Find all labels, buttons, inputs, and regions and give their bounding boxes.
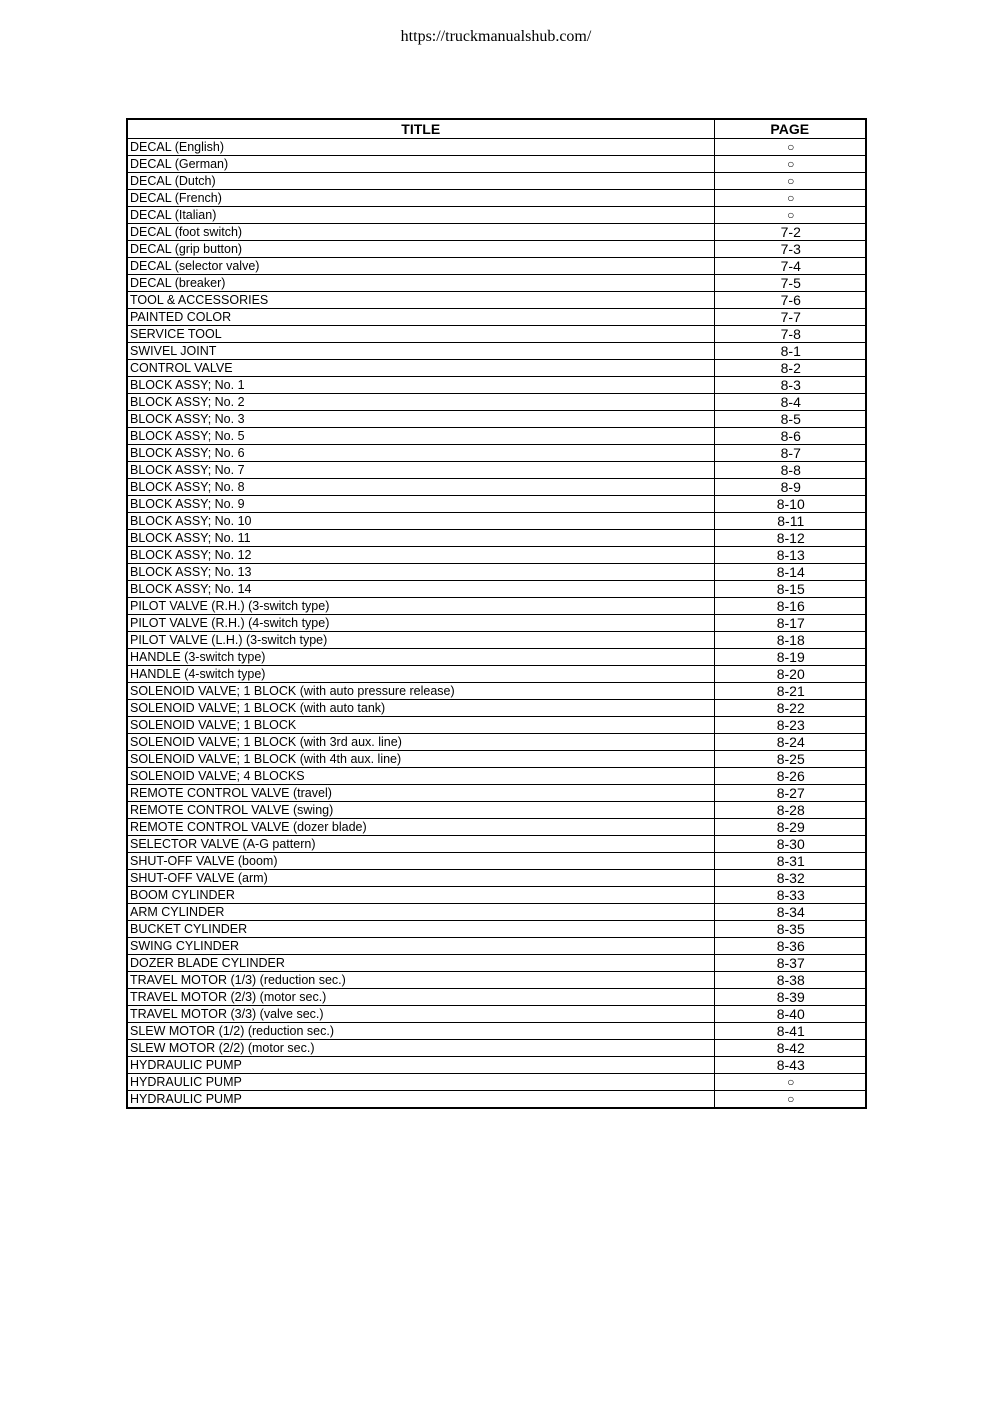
table-row bbox=[127, 1090, 866, 1108]
column-header-page: PAGE bbox=[714, 119, 866, 138]
row-title: TRAVEL MOTOR (2/3) (motor sec.) bbox=[127, 988, 714, 1005]
table-row bbox=[127, 818, 866, 835]
row-title: BLOCK ASSY; No. 8 bbox=[127, 478, 714, 495]
row-title: BLOCK ASSY; No. 1 bbox=[127, 376, 714, 393]
row-title: PILOT VALVE (R.H.) (3-switch type) bbox=[127, 597, 714, 614]
row-title: BLOCK ASSY; No. 6 bbox=[127, 444, 714, 461]
column-header-title: TITLE bbox=[127, 119, 714, 138]
row-title: SLEW MOTOR (1/2) (reduction sec.) bbox=[127, 1022, 714, 1039]
table-row bbox=[127, 155, 866, 172]
row-page: 8-33 bbox=[714, 886, 866, 903]
row-title: BLOCK ASSY; No. 3 bbox=[127, 410, 714, 427]
table-body bbox=[127, 138, 866, 1108]
table-row bbox=[127, 512, 866, 529]
table-row bbox=[127, 359, 866, 376]
row-page: ○ bbox=[714, 155, 866, 172]
row-title: PAINTED COLOR bbox=[127, 308, 714, 325]
row-page: ○ bbox=[714, 138, 866, 155]
row-title: SOLENOID VALVE; 1 BLOCK (with auto tank) bbox=[127, 699, 714, 716]
row-title: DECAL (Italian) bbox=[127, 206, 714, 223]
row-title: DECAL (breaker) bbox=[127, 274, 714, 291]
table-row bbox=[127, 410, 866, 427]
row-page: 8-20 bbox=[714, 665, 866, 682]
table-row bbox=[127, 376, 866, 393]
row-title: REMOTE CONTROL VALVE (swing) bbox=[127, 801, 714, 818]
row-title: DECAL (Dutch) bbox=[127, 172, 714, 189]
header-url: https://truckmanualshub.com/ bbox=[400, 28, 592, 45]
row-page: 8-5 bbox=[714, 410, 866, 427]
row-page: 8-6 bbox=[714, 427, 866, 444]
row-page: 8-11 bbox=[714, 512, 866, 529]
table-row bbox=[127, 920, 866, 937]
row-page: 8-8 bbox=[714, 461, 866, 478]
row-page: 8-18 bbox=[714, 631, 866, 648]
row-page: ○ bbox=[714, 189, 866, 206]
row-title: DECAL (selector valve) bbox=[127, 257, 714, 274]
row-page: 8-4 bbox=[714, 393, 866, 410]
row-page: 8-22 bbox=[714, 699, 866, 716]
row-page: 8-41 bbox=[714, 1022, 866, 1039]
row-title: BUCKET CYLINDER bbox=[127, 920, 714, 937]
row-title: TOOL & ACCESSORIES bbox=[127, 291, 714, 308]
row-title: BLOCK ASSY; No. 2 bbox=[127, 393, 714, 410]
row-page: 8-36 bbox=[714, 937, 866, 954]
table-row bbox=[127, 580, 866, 597]
row-title: SWING CYLINDER bbox=[127, 937, 714, 954]
table-row bbox=[127, 835, 866, 852]
row-page: 8-26 bbox=[714, 767, 866, 784]
row-title: PILOT VALVE (L.H.) (3-switch type) bbox=[127, 631, 714, 648]
row-page: 8-31 bbox=[714, 852, 866, 869]
row-title: SOLENOID VALVE; 4 BLOCKS bbox=[127, 767, 714, 784]
table-row bbox=[127, 648, 866, 665]
row-title: HANDLE (3-switch type) bbox=[127, 648, 714, 665]
table-row bbox=[127, 988, 866, 1005]
table-row bbox=[127, 852, 866, 869]
table-row bbox=[127, 563, 866, 580]
row-title: BLOCK ASSY; No. 11 bbox=[127, 529, 714, 546]
table-row bbox=[127, 274, 866, 291]
row-title: PILOT VALVE (R.H.) (4-switch type) bbox=[127, 614, 714, 631]
row-title: BLOCK ASSY; No. 5 bbox=[127, 427, 714, 444]
row-page: 8-40 bbox=[714, 1005, 866, 1022]
row-page: 8-32 bbox=[714, 869, 866, 886]
table-row bbox=[127, 172, 866, 189]
row-page: 8-37 bbox=[714, 954, 866, 971]
row-page: 7-8 bbox=[714, 325, 866, 342]
table-row bbox=[127, 257, 866, 274]
row-page: 8-3 bbox=[714, 376, 866, 393]
table-row bbox=[127, 682, 866, 699]
row-title: SHUT-OFF VALVE (arm) bbox=[127, 869, 714, 886]
row-title: BLOCK ASSY; No. 7 bbox=[127, 461, 714, 478]
table-row bbox=[127, 291, 866, 308]
row-page: 8-42 bbox=[714, 1039, 866, 1056]
row-page: 7-7 bbox=[714, 308, 866, 325]
table-row bbox=[127, 1005, 866, 1022]
row-page: 8-25 bbox=[714, 750, 866, 767]
row-title: BLOCK ASSY; No. 10 bbox=[127, 512, 714, 529]
row-page: 8-17 bbox=[714, 614, 866, 631]
table-row bbox=[127, 393, 866, 410]
row-page: 7-5 bbox=[714, 274, 866, 291]
row-title: TRAVEL MOTOR (3/3) (valve sec.) bbox=[127, 1005, 714, 1022]
row-page: 8-27 bbox=[714, 784, 866, 801]
table-row bbox=[127, 1073, 866, 1090]
table-row bbox=[127, 206, 866, 223]
row-title: DECAL (French) bbox=[127, 189, 714, 206]
table-row bbox=[127, 1056, 866, 1073]
row-title: TRAVEL MOTOR (1/3) (reduction sec.) bbox=[127, 971, 714, 988]
row-page: ○ bbox=[714, 172, 866, 189]
row-title: SWIVEL JOINT bbox=[127, 342, 714, 359]
row-page: 8-43 bbox=[714, 1056, 866, 1073]
row-title: SLEW MOTOR (2/2) (motor sec.) bbox=[127, 1039, 714, 1056]
table-row bbox=[127, 665, 866, 682]
row-title: SOLENOID VALVE; 1 BLOCK bbox=[127, 716, 714, 733]
row-title: REMOTE CONTROL VALVE (travel) bbox=[127, 784, 714, 801]
row-page: 8-9 bbox=[714, 478, 866, 495]
row-page: 8-10 bbox=[714, 495, 866, 512]
row-page: 8-21 bbox=[714, 682, 866, 699]
row-title: DECAL (foot switch) bbox=[127, 223, 714, 240]
row-page: 8-15 bbox=[714, 580, 866, 597]
row-page: 8-23 bbox=[714, 716, 866, 733]
row-page: 7-3 bbox=[714, 240, 866, 257]
row-title: DECAL (grip button) bbox=[127, 240, 714, 257]
table-row bbox=[127, 546, 866, 563]
row-page: 8-1 bbox=[714, 342, 866, 359]
table-row bbox=[127, 954, 866, 971]
row-page: 8-29 bbox=[714, 818, 866, 835]
table-row bbox=[127, 240, 866, 257]
row-title: HYDRAULIC PUMP bbox=[127, 1056, 714, 1073]
table-row bbox=[127, 478, 866, 495]
row-title: BOOM CYLINDER bbox=[127, 886, 714, 903]
row-title: BLOCK ASSY; No. 12 bbox=[127, 546, 714, 563]
row-title: BLOCK ASSY; No. 9 bbox=[127, 495, 714, 512]
table-row bbox=[127, 325, 866, 342]
table-row bbox=[127, 427, 866, 444]
row-page: 8-12 bbox=[714, 529, 866, 546]
row-title: HYDRAULIC PUMP bbox=[127, 1073, 714, 1090]
row-page: 8-30 bbox=[714, 835, 866, 852]
table-row bbox=[127, 597, 866, 614]
row-page: 8-28 bbox=[714, 801, 866, 818]
row-page: 7-6 bbox=[714, 291, 866, 308]
table-row bbox=[127, 189, 866, 206]
table-row bbox=[127, 767, 866, 784]
table-row bbox=[127, 342, 866, 359]
row-page: 8-35 bbox=[714, 920, 866, 937]
table-row bbox=[127, 529, 866, 546]
row-title: SOLENOID VALVE; 1 BLOCK (with auto pressure release) bbox=[127, 682, 714, 699]
row-title: SOLENOID VALVE; 1 BLOCK (with 3rd aux. line) bbox=[127, 733, 714, 750]
row-title: ARM CYLINDER bbox=[127, 903, 714, 920]
table-row bbox=[127, 886, 866, 903]
row-page: 8-38 bbox=[714, 971, 866, 988]
row-title: SOLENOID VALVE; 1 BLOCK (with 4th aux. line) bbox=[127, 750, 714, 767]
row-page: ○ bbox=[714, 1073, 866, 1090]
contents-table bbox=[126, 118, 867, 1109]
table-row bbox=[127, 937, 866, 954]
row-title: HANDLE (4-switch type) bbox=[127, 665, 714, 682]
row-title: HYDRAULIC PUMP bbox=[127, 1090, 714, 1108]
row-title: BLOCK ASSY; No. 14 bbox=[127, 580, 714, 597]
table-row bbox=[127, 461, 866, 478]
table-row bbox=[127, 971, 866, 988]
table-row bbox=[127, 1039, 866, 1056]
row-title: SHUT-OFF VALVE (boom) bbox=[127, 852, 714, 869]
table-row bbox=[127, 801, 866, 818]
row-title: BLOCK ASSY; No. 13 bbox=[127, 563, 714, 580]
table-row bbox=[127, 716, 866, 733]
table-row bbox=[127, 631, 866, 648]
row-page: 8-14 bbox=[714, 563, 866, 580]
table-row bbox=[127, 1022, 866, 1039]
table-row bbox=[127, 784, 866, 801]
row-page: 8-19 bbox=[714, 648, 866, 665]
table-row bbox=[127, 750, 866, 767]
table-row bbox=[127, 614, 866, 631]
row-page: 8-2 bbox=[714, 359, 866, 376]
table-header-row bbox=[127, 119, 866, 138]
table-row bbox=[127, 495, 866, 512]
row-page: 8-13 bbox=[714, 546, 866, 563]
table-row bbox=[127, 223, 866, 240]
table-row bbox=[127, 699, 866, 716]
table-row bbox=[127, 138, 866, 155]
row-page: ○ bbox=[714, 1090, 866, 1108]
row-page: ○ bbox=[714, 206, 866, 223]
table-row bbox=[127, 733, 866, 750]
row-page: 8-39 bbox=[714, 988, 866, 1005]
row-title: DOZER BLADE CYLINDER bbox=[127, 954, 714, 971]
row-page: 7-4 bbox=[714, 257, 866, 274]
row-page: 8-7 bbox=[714, 444, 866, 461]
row-title: DECAL (English) bbox=[127, 138, 714, 155]
row-title: CONTROL VALVE bbox=[127, 359, 714, 376]
table-row bbox=[127, 903, 866, 920]
row-page: 8-34 bbox=[714, 903, 866, 920]
row-page: 8-16 bbox=[714, 597, 866, 614]
row-title: DECAL (German) bbox=[127, 155, 714, 172]
row-page: 8-24 bbox=[714, 733, 866, 750]
table-row bbox=[127, 308, 866, 325]
table-row bbox=[127, 444, 866, 461]
row-title: SERVICE TOOL bbox=[127, 325, 714, 342]
row-title: REMOTE CONTROL VALVE (dozer blade) bbox=[127, 818, 714, 835]
table-row bbox=[127, 869, 866, 886]
row-title: SELECTOR VALVE (A-G pattern) bbox=[127, 835, 714, 852]
row-page: 7-2 bbox=[714, 223, 866, 240]
